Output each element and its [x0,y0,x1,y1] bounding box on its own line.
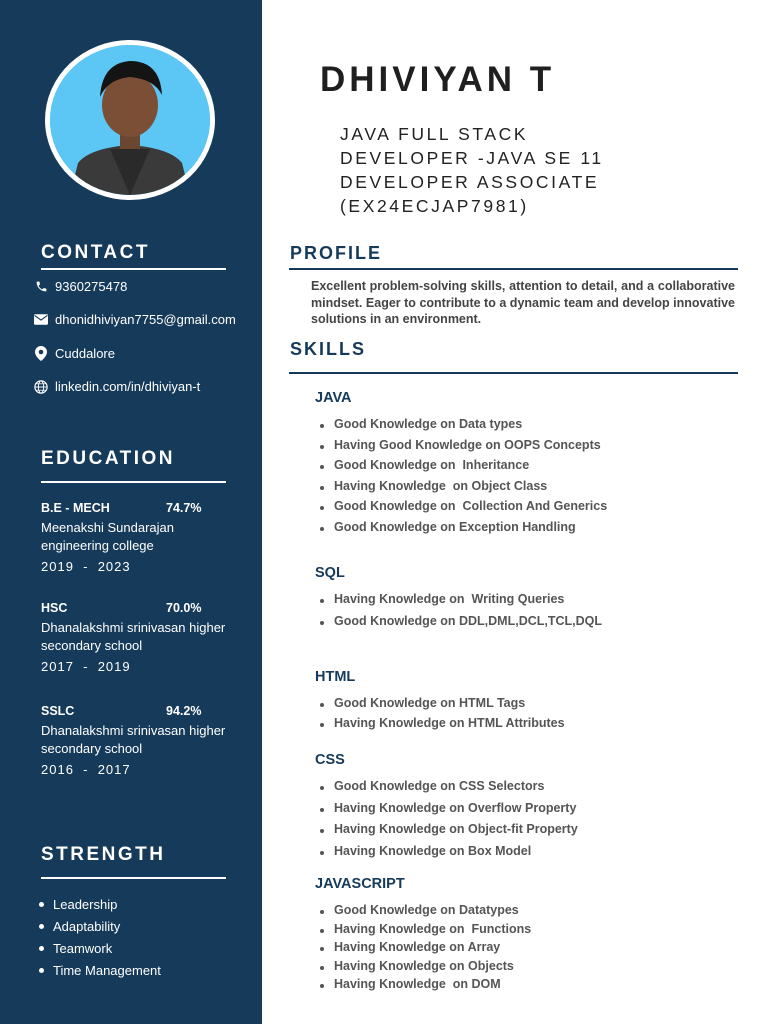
job-title-line: JAVA FULL STACK [340,124,529,144]
skill-list-css [334,779,578,865]
skill-category-java: JAVA [315,390,352,406]
phone-number: 9360275478 [55,279,128,294]
skill-item: Having Knowledge on Object-fit Property [334,822,578,844]
skill-category-javascript: JAVASCRIPT [315,876,405,892]
skill-item: Having Knowledge on Array [334,940,531,959]
skill-item: Having Knowledge on Overflow Property [334,801,578,823]
profile-summary: Excellent problem-solving skills, attention to detail, and a collaborative mindset. Eager to contribute to a dynamic team and develop innovative solutions in an environment. [311,279,735,326]
email-address[interactable]: dhonidhiviyan7755@gmail.com [55,312,236,327]
skill-item: Good Knowledge on Inheritance [334,458,607,479]
skill-item: Good Knowledge on CSS Selectors [334,779,578,801]
education-score: 74.7% [166,501,202,515]
skill-item: Good Knowledge on Data types [334,417,607,438]
location-text: Cuddalore [55,346,115,361]
strength-item: Adaptability [53,918,161,940]
education-entry [41,601,256,674]
skill-item: Having Knowledge on HTML Attributes [334,716,565,736]
education-degree: SSLC [41,704,75,718]
education-degree: HSC [41,601,68,615]
education-score: 70.0% [166,601,202,615]
skills-divider [289,372,738,374]
skill-category-sql: SQL [315,565,345,581]
education-school-line2: engineering college [41,538,154,553]
contact-divider [41,268,226,270]
skill-item: Having Knowledge on Object Class [334,479,607,500]
job-title [340,122,640,218]
contact-heading: CONTACT [41,242,150,263]
education-school-line1: Dhanalakshmi srinivasan higher [41,723,226,738]
skill-list-html [334,696,565,735]
skills-heading: SKILLS [290,339,367,359]
skill-category-css: CSS [315,752,345,768]
strength-list [53,896,161,984]
skill-item: Having Knowledge on Functions [334,922,531,941]
contact-phone [34,279,127,294]
education-entry [41,501,256,574]
education-school-line1: Meenakshi Sundarajan [41,520,174,535]
strength-heading: STRENGTH [41,844,166,865]
education-heading: EDUCATION [41,448,176,469]
contact-linkedin [34,379,200,394]
education-school-line2: secondary school [41,638,143,653]
skill-item: Good Knowledge on Exception Handling [334,520,607,541]
globe-icon [34,380,48,394]
profile-divider [289,268,738,270]
skill-item: Good Knowledge on DDL,DML,DCL,TCL,DQL [334,614,602,636]
education-entry [41,704,256,777]
skill-item: Good Knowledge on HTML Tags [334,696,565,716]
job-title-line: DEVELOPER -JAVA SE 11 [340,148,604,168]
map-pin-icon [34,347,48,361]
skill-category-html: HTML [315,669,356,685]
skill-item: Good Knowledge on Datatypes [334,903,531,922]
skill-list-javascript [334,903,531,996]
strength-divider [41,877,226,879]
profile-heading: PROFILE [290,243,383,263]
skill-item: Having Good Knowledge on OOPS Concepts [334,438,607,459]
sidebar [0,0,262,1024]
education-school-line1: Dhanalakshmi srinivasan higher [41,620,226,635]
education-divider [41,481,226,483]
strength-item: Teamwork [53,940,161,962]
person-silhouette-icon [50,45,210,195]
skill-list-sql [334,592,602,636]
education-degree: B.E - MECH [41,501,110,515]
skill-item: Having Knowledge on Box Model [334,844,578,866]
strength-item: Time Management [53,962,161,984]
job-title-line: DEVELOPER ASSOCIATE [340,172,600,192]
education-years: 2016 - 2017 [41,762,131,777]
phone-icon [34,280,48,294]
linkedin-link[interactable]: linkedin.com/in/dhiviyan-t [55,379,201,394]
candidate-name: DHIVIYAN T [320,60,556,99]
skill-item: Having Knowledge on Writing Queries [334,592,602,614]
education-years: 2017 - 2019 [41,659,131,674]
contact-location [34,346,115,361]
contact-email [34,312,236,327]
job-title-line: (EX24ECJAP7981) [340,196,529,216]
skill-item: Having Knowledge on Objects [334,959,531,978]
skill-list-java [334,417,607,540]
profile-photo [45,40,215,200]
education-score: 94.2% [166,704,202,718]
skill-item: Having Knowledge on DOM [334,977,531,996]
education-school-line2: secondary school [41,741,143,756]
skill-item: Good Knowledge on Collection And Generics [334,499,607,520]
strength-item: Leadership [53,896,161,918]
education-years: 2019 - 2023 [41,559,131,574]
envelope-icon [34,313,48,327]
